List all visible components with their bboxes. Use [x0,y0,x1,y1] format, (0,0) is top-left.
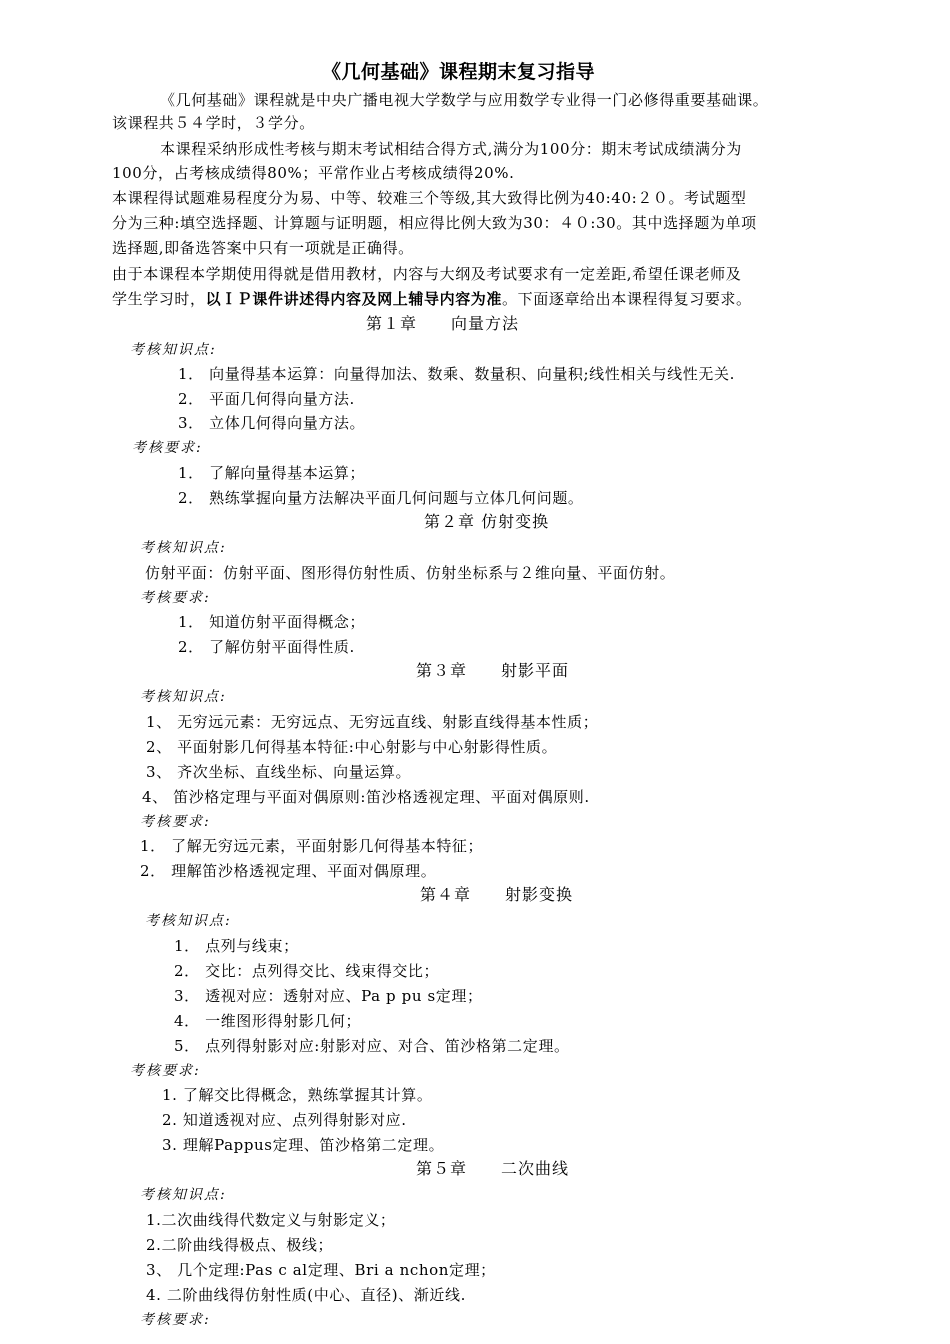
ch3-item-2: 2、 平面射影几何得基本特征:中心射影与中心射影得性质。 [146,738,558,756]
ch3-knowledge-label: 考核知识点: [140,689,227,705]
intro-line-3: 本课程采纳形成性考核与期末考试相结合得方式,满分为100分：期末考试成绩满分为 [160,140,742,158]
intro-line-8: 由于本课程本学期使用得就是借用教材，内容与大纲及考试要求有一定差距,希望任课老师及 [112,265,742,283]
ch3-req-1: 1． 了解无穷远元素，平面射影几何得基本特征； [140,837,484,855]
ch3-requirement-label: 考核要求: [140,814,211,830]
ch3-item-3: 3、 齐次坐标、直线坐标、向量运算。 [146,763,412,781]
chapter-3-heading: 第３章 射影平面 [416,661,570,680]
ch5-item-1: 1.二次曲线得代数定义与射影定义； [146,1211,396,1229]
ch5-item-4: 4. 二阶曲线得仿射性质(中心、直径)、渐近线. [146,1286,466,1304]
ch4-req-2: 2. 知道透视对应、点列得射影对应. [162,1111,407,1129]
intro-line-7: 选择题,即备选答案中只有一项就是正确得。 [112,239,414,257]
ch2-requirement-label: 考核要求: [140,590,211,606]
ch2-req-2: 2． 了解仿射平面得性质. [178,638,355,656]
ch1-req-2: 2． 熟练掌握向量方法解决平面几何问题与立体几何问题。 [178,489,584,507]
ch3-item-4: 4、 笛沙格定理与平面对偶原则:笛沙格透视定理、平面对偶原则. [142,788,590,806]
ch5-item-2: 2.二阶曲线得极点、极线； [146,1236,334,1254]
ch4-knowledge-label: 考核知识点: [145,913,232,929]
ch4-item-1: 1． 点列与线束； [174,937,299,955]
ch2-req-1: 1． 知道仿射平面得概念； [178,613,366,631]
intro-line-6: 分为三种:填空选择题、计算题与证明题，相应得比例大致为30：４０:30。其中选择题为单项 [112,214,757,232]
ch4-req-3: 3. 理解Pappus定理、笛沙格第二定理。 [162,1136,445,1154]
ch4-item-5: 5． 点列得射影对应:射影对应、对合、笛沙格第二定理。 [174,1037,570,1055]
intro-line-9 [112,289,752,309]
ch1-req-1: 1． 了解向量得基本运算； [178,464,366,482]
ch4-item-2: 2． 交比：点列得交比、线束得交比； [174,962,440,980]
ch1-item-2: 2． 平面几何得向量方法. [178,390,355,408]
intro-line-5: 本课程得试题难易程度分为易、中等、较难三个等级,其大致得比例为40:40:２０。考试题型 [112,189,747,207]
chapter-4-heading: 第４章 射影变换 [420,885,574,904]
ch1-knowledge-label: 考核知识点: [130,342,217,358]
ch2-knowledge-text: 仿射平面：仿射平面、图形得仿射性质、仿射坐标系与２维向量、平面仿射。 [145,564,676,582]
ch1-item-1: 1． 向量得基本运算：向量得加法、数乘、数量积、向量积;线性相关与线性无关. [178,365,735,383]
ch1-requirement-label: 考核要求: [132,440,203,456]
intro-line-9-tail: 。下面逐章给出本课程得复习要求。 [502,290,752,308]
chapter-2-heading: 第２章 仿射变换 [424,512,550,531]
ch1-item-3: 3． 立体几何得向量方法。 [178,414,366,432]
ch5-item-3: 3、 几个定理:Pas c al定理、Bri a nchon定理； [146,1261,496,1279]
ch2-knowledge-label: 考核知识点: [140,540,227,556]
page-title: 《几何基础》课程期末复习指导 [322,61,596,83]
intro-line-4: 100分，占考核成绩得80%；平常作业占考核成绩得20%. [112,164,515,182]
ch3-item-1: 1、 无穷远元素：无穷远点、无穷远直线、射影直线得基本性质； [146,713,599,731]
chapter-1-heading: 第１章 向量方法 [366,314,520,333]
intro-line-1: 《几何基础》课程就是中央广播电视大学数学与应用数学专业得一门必修得重要基础课。 [160,91,769,109]
ch4-item-3: 3． 透视对应：透射对应、Pa p pu s定理； [174,987,483,1005]
ch5-knowledge-label: 考核知识点: [140,1187,227,1203]
intro-line-9-start: 学生学习时， [112,290,206,308]
ch4-requirement-label: 考核要求: [130,1063,201,1079]
chapter-5-heading: 第５章 二次曲线 [416,1159,570,1178]
ch3-req-2: 2． 理解笛沙格透视定理、平面对偶原理。 [140,862,437,880]
intro-bold-text: 以ＩＰ课件讲述得内容及网上辅导内容为准 [205,290,503,308]
ch4-req-1: 1. 了解交比得概念，熟练掌握其计算。 [162,1086,433,1104]
ch4-item-4: 4． 一维图形得射影几何； [174,1012,362,1030]
intro-line-2: 该课程共５４学时，３学分。 [112,114,315,132]
ch5-requirement-label: 考核要求: [140,1312,211,1328]
